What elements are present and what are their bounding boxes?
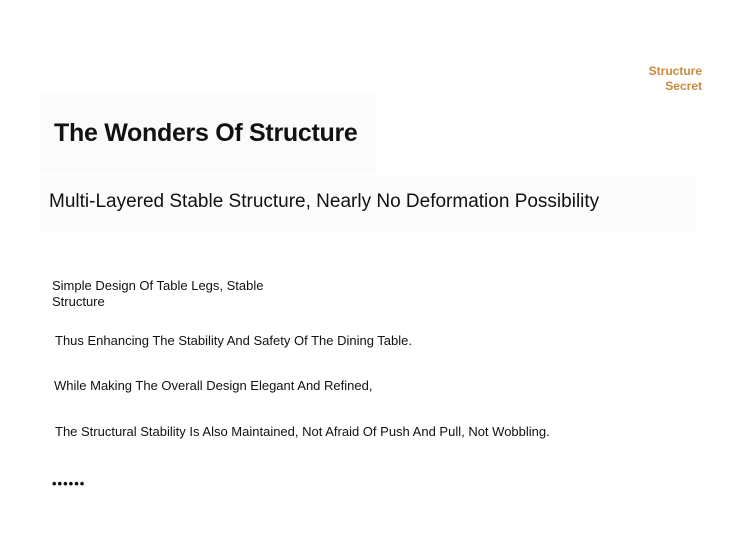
brand-line-2: Secret — [665, 79, 702, 93]
feature-item: The Structural Stability Is Also Maintained, Not Afraid Of Push And Pull, Not Wobbling. — [55, 424, 550, 439]
feature-item: While Making The Overall Design Elegant And Refined, — [54, 378, 373, 393]
brand-line-1: Structure — [648, 64, 702, 78]
ellipsis-dots: •••••• — [52, 476, 86, 491]
page-title: The Wonders Of Structure — [54, 119, 358, 147]
feature-item: Simple Design Of Table Legs, Stable Structure — [52, 278, 264, 309]
feature-item: Thus Enhancing The Stability And Safety Of The Dining Table. — [55, 333, 412, 348]
brand-logo — [649, 64, 702, 94]
page-subtitle: Multi-Layered Stable Structure, Nearly No Deformation Possibility — [49, 191, 600, 212]
